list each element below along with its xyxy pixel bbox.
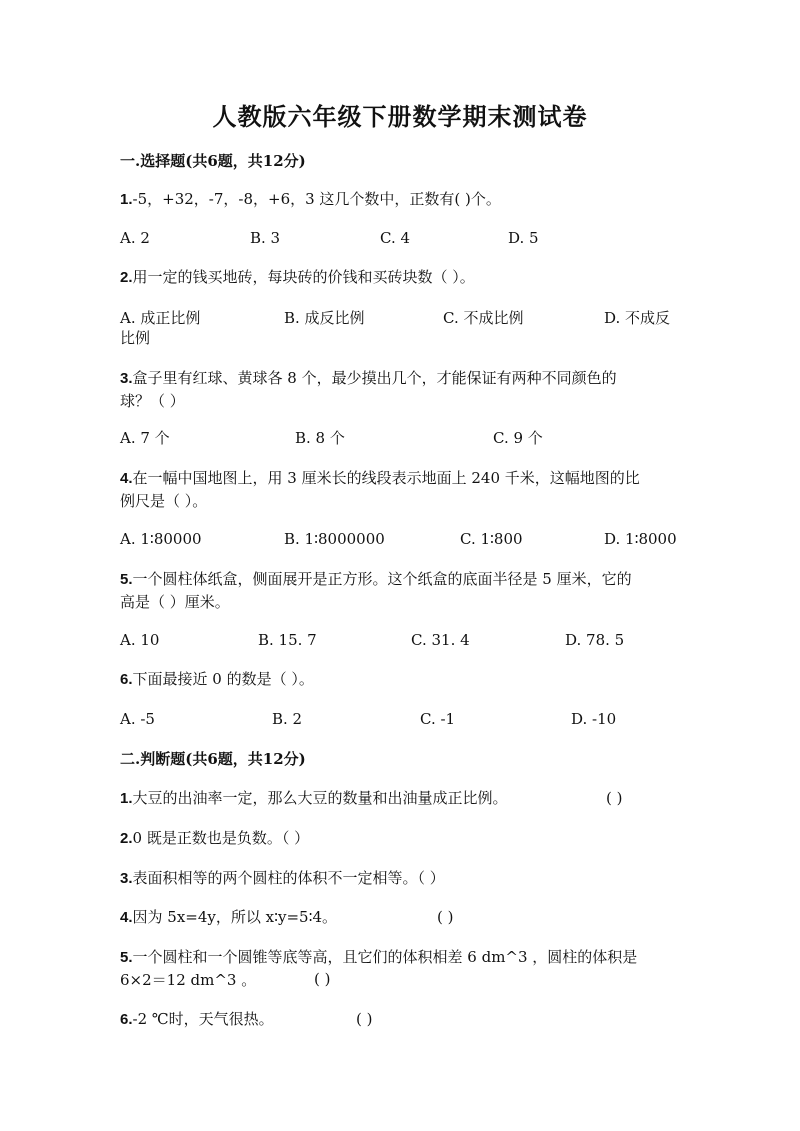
answer-paren: ( ) <box>606 789 623 807</box>
option-d: D. -10 <box>571 710 617 728</box>
section-heading-choice: 一.选择题(共6题，共12分) <box>120 152 306 170</box>
question-text: 因为 5x=4y，所以 x∶y=5∶4。 <box>132 908 338 926</box>
question-number: 1. <box>120 191 133 208</box>
option-b: B. 2 <box>272 710 303 728</box>
tf-question-2 <box>120 827 680 850</box>
question-number: 6. <box>120 1011 133 1028</box>
option-c: C. -1 <box>420 710 456 728</box>
question-number: 5. <box>120 571 133 588</box>
option-d: D. 5 <box>508 229 539 247</box>
option-c: C. 9 个 <box>493 429 543 447</box>
question-text: 在一幅中国地图上，用 3 厘米长的线段表示地面上 240 千米，这幅地图的比 <box>132 469 640 487</box>
option-b: B. 3 <box>250 229 281 247</box>
question-number: 4. <box>120 470 133 487</box>
option-c: C. 31. 4 <box>411 631 470 649</box>
question-number: 4. <box>120 909 133 926</box>
section-heading-judgement: 二.判断题(共6题，共12分) <box>120 750 306 768</box>
question-text: 用一定的钱买地砖，每块砖的价钱和买砖块数（ ）。 <box>132 268 475 286</box>
question-text-cont: 高是（ ）厘米。 <box>120 593 230 611</box>
question-number: 5. <box>120 949 133 966</box>
question-number: 1. <box>120 790 133 807</box>
tf-question-6 <box>120 1008 680 1031</box>
option-a: A. 10 <box>120 631 160 649</box>
question-2 <box>120 266 680 289</box>
answer-paren: ( ) <box>314 970 331 988</box>
option-d-wrap: 比例 <box>120 329 151 347</box>
tf-question-3 <box>120 867 680 890</box>
question-3 <box>120 367 680 412</box>
question-text-cont: 例尺是（ ）。 <box>120 492 208 510</box>
question-text-cont: 6×2＝12 dm^3 。 <box>120 971 257 989</box>
option-d: D. 1∶8000 <box>604 530 677 548</box>
option-b: B. 15. 7 <box>258 631 317 649</box>
option-b: B. 1∶8000000 <box>284 530 385 548</box>
question-number: 3. <box>120 370 133 387</box>
question-number: 6. <box>120 671 133 688</box>
tf-question-5 <box>120 946 680 991</box>
question-text-cont: 球？（ ） <box>120 392 185 410</box>
page-title: 人教版六年级下册数学期末测试卷 <box>212 102 588 131</box>
option-b: B. 成反比例 <box>284 309 365 327</box>
answer-paren: ( ) <box>356 1010 373 1028</box>
question-number: 2. <box>120 269 133 286</box>
tf-question-1 <box>120 787 680 810</box>
question-text: 0 既是正数也是负数。（ ） <box>132 829 310 847</box>
tf-question-4 <box>120 906 680 929</box>
option-c: C. 4 <box>380 229 411 247</box>
question-text: 盒子里有红球、黄球各 8 个，最少摸出几个，才能保证有两种不同颜色的 <box>132 369 617 387</box>
option-c: C. 1∶800 <box>460 530 523 548</box>
option-a: A. -5 <box>120 710 155 728</box>
option-d: D. 78. 5 <box>565 631 625 649</box>
question-number: 2. <box>120 830 133 847</box>
question-5 <box>120 568 680 613</box>
question-text: 大豆的出油率一定，那么大豆的数量和出油量成正比例。 <box>132 789 508 807</box>
question-text: 一个圆柱和一个圆锥等底等高，且它们的体积相差 6 dm^3 ，圆柱的体积是 <box>132 948 638 966</box>
question-text: 下面最接近 0 的数是（ ）。 <box>132 670 314 688</box>
question-text: 一个圆柱体纸盒，侧面展开是正方形。这个纸盒的底面半径是 5 厘米，它的 <box>132 570 632 588</box>
option-a: A. 成正比例 <box>120 309 201 327</box>
option-b: B. 8 个 <box>295 429 345 447</box>
question-6 <box>120 668 680 691</box>
question-number: 3. <box>120 870 133 887</box>
question-text: -2 ℃时，天气很热。 <box>132 1010 274 1028</box>
option-a: A. 2 <box>120 229 150 247</box>
question-4 <box>120 467 680 512</box>
option-c: C. 不成比例 <box>443 309 524 327</box>
option-a: A. 7 个 <box>120 429 170 447</box>
option-a: A. 1∶80000 <box>120 530 202 548</box>
question-text: 表面积相等的两个圆柱的体积不一定相等。（ ） <box>132 869 445 887</box>
question-1 <box>120 188 680 211</box>
answer-paren: ( ) <box>437 908 454 926</box>
option-d: D. 不成反 <box>604 309 671 327</box>
question-text: -5，+32，-7，-8，+6，3 这几个数中，正数有( )个。 <box>132 190 501 208</box>
